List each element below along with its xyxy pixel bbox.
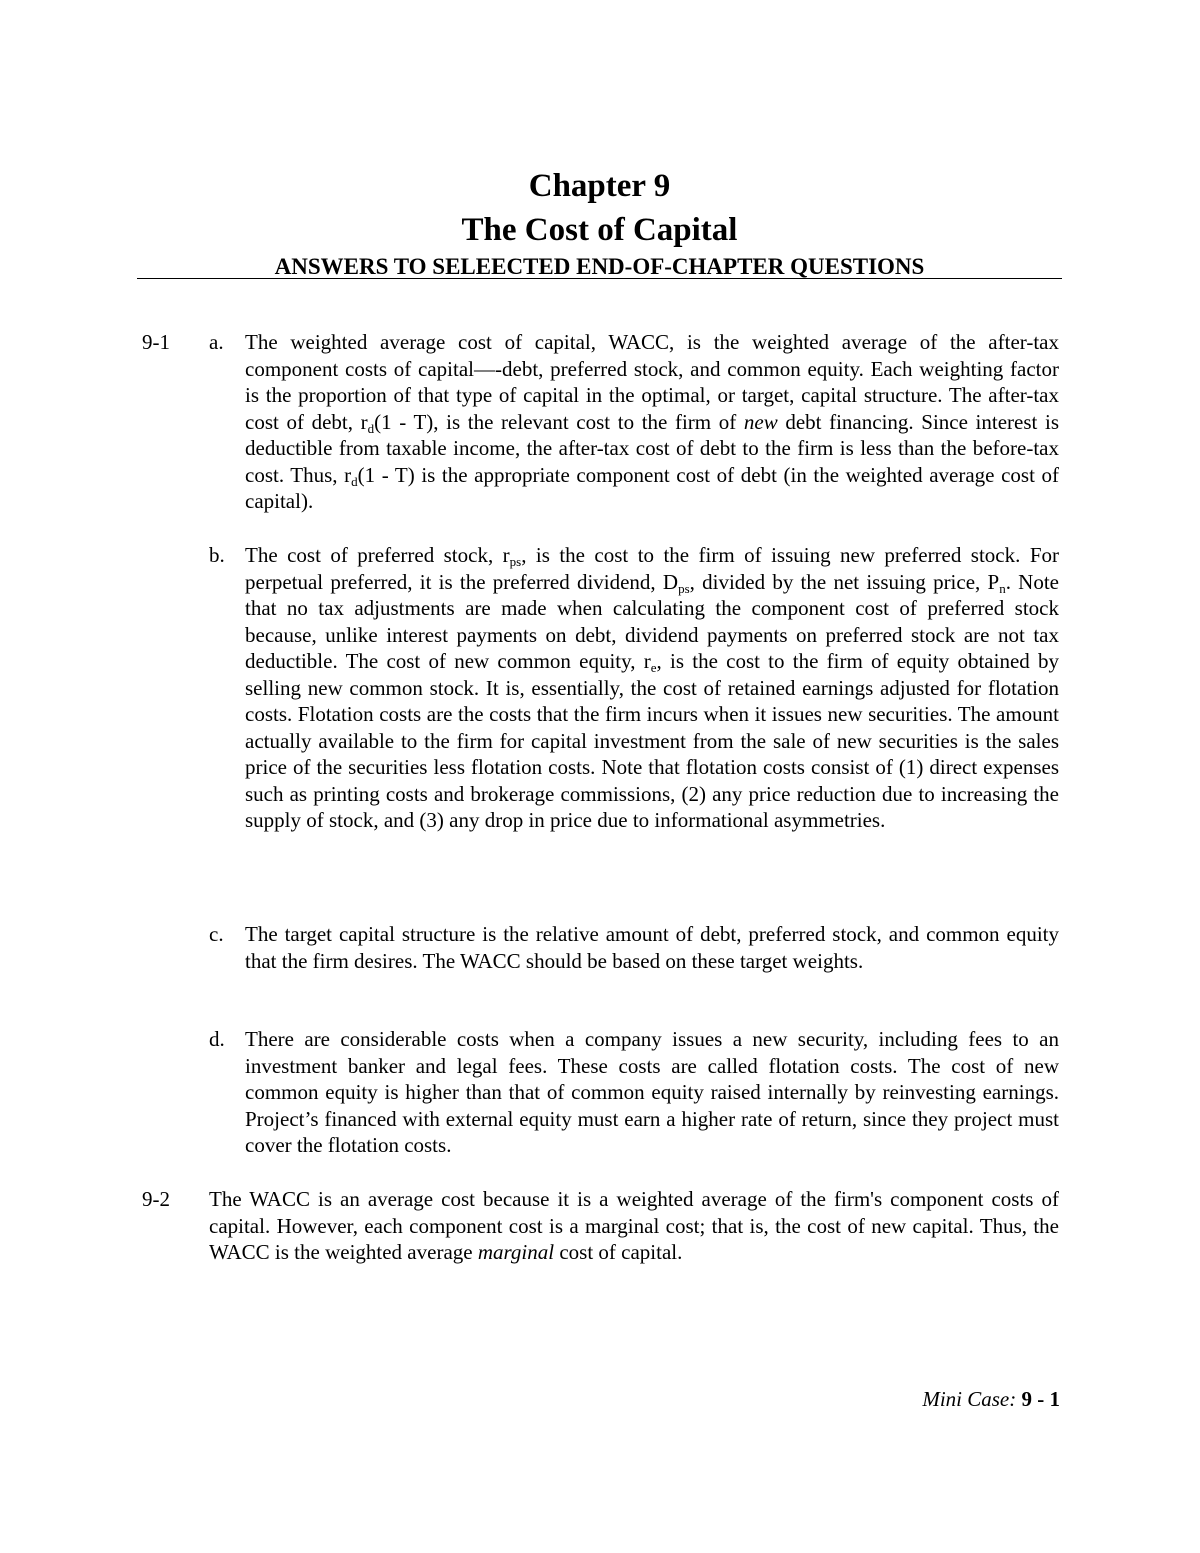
text-run: The cost of preferred stock, r bbox=[245, 543, 510, 567]
text-run: (1 - T), is the relevant cost to the firm of bbox=[374, 409, 744, 434]
subscript: n bbox=[999, 580, 1006, 596]
text-run: (1 - T) is the appropriate component cost of debt (in the weighted average cost of capital). bbox=[245, 462, 1059, 513]
answer-paragraph bbox=[245, 542, 1059, 834]
text-run: . Note that no tax adjustments are made when calculating the component cost of preferred stock because, unlike interest payments on debt, dividend payments on preferred stock are not tax deductible. The cost of new common equity, r bbox=[245, 569, 1060, 673]
part-letter: a. bbox=[209, 330, 224, 354]
subscript: ps bbox=[509, 554, 522, 569]
text-run: cost of capital. bbox=[554, 1240, 683, 1264]
answer-paragraph bbox=[209, 1186, 1059, 1266]
title-block bbox=[137, 164, 1062, 284]
text-run: , is the cost to the firm of equity obtained by selling new common stock. It is, essentially, the cost of retained earnings adjusted for flotation costs. Flotation costs are the costs that the firm incurs when it issues new securities. The amount actually available to the firm for capital investment from the sale of new securities is the sales price of the securities less flotation costs. Note that flotation costs consist of (1) direct expenses such as printing costs and brokerage commissions, (2) any price reduction due to increasing the supply of stock, and (3) any drop in price due to informational asymmetries. bbox=[245, 649, 1059, 832]
section-heading: ANSWERS TO SELEECTED END-OF-CHAPTER QUESTIONS bbox=[274, 254, 925, 279]
part-letter: b. bbox=[209, 543, 225, 567]
subscript: d bbox=[367, 420, 375, 436]
part-letter: c. bbox=[209, 922, 224, 946]
heading-rule bbox=[137, 278, 1062, 279]
footer-label: Mini Case: bbox=[922, 1387, 1017, 1411]
chapter-title: The Cost of Capital bbox=[461, 212, 738, 248]
subscript: e bbox=[650, 660, 657, 675]
page-footer bbox=[922, 1386, 1060, 1412]
italic-text: marginal bbox=[477, 1240, 555, 1264]
text-run: The WACC is an average cost because it is a weighted average of the firm's component costs of capital. However, each component cost is a marginal cost; that is, the cost of new capital. Thus, the WACC is the weighted average bbox=[209, 1187, 1059, 1264]
answer-paragraph: The target capital structure is the relative amount of debt, preferred stock, and common equity that the firm desires. The WACC should be based on these target weights. bbox=[245, 922, 1059, 973]
text-run: debt financing. Since interest is deductible from taxable income, the after-tax cost of debt to the firm is less than the before-tax cost. Thus, r bbox=[245, 409, 1059, 487]
italic-text: new bbox=[743, 409, 778, 434]
chapter-number: Chapter 9 bbox=[528, 168, 671, 204]
question-number: 9-1 bbox=[142, 330, 170, 354]
part-letter: d. bbox=[209, 1027, 225, 1051]
text-run: The weighted average cost of capital, WACC, is the weighted average of the after-tax component costs of capital—-debt, preferred stock, and common equity. Each weighting factor is the proportion of that type of capital in the optimal, or target, capital structure. The after-tax cost of debt, r bbox=[245, 330, 1059, 434]
subscript: ps bbox=[678, 580, 690, 596]
text-run: , divided by the net issuing price, P bbox=[689, 569, 1000, 594]
answer-paragraph bbox=[245, 329, 1059, 515]
answer-paragraph: There are considerable costs when a company issues a new security, including fees to an investment banker and legal fees. These costs are called flotation costs. The cost of new common equity is higher than that of common equity raised internally by reinvesting earnings. Project’s financed with external equity must earn a higher rate of return, since they project must cover the flotation costs. bbox=[245, 1027, 1059, 1157]
question-number: 9-2 bbox=[142, 1187, 170, 1211]
page-number: 9 - 1 bbox=[1021, 1387, 1060, 1411]
subscript: d bbox=[351, 473, 358, 489]
text-run: , is the cost to the firm of issuing new preferred stock. For perpetual preferred, it is the preferred dividend, D bbox=[245, 543, 1059, 594]
